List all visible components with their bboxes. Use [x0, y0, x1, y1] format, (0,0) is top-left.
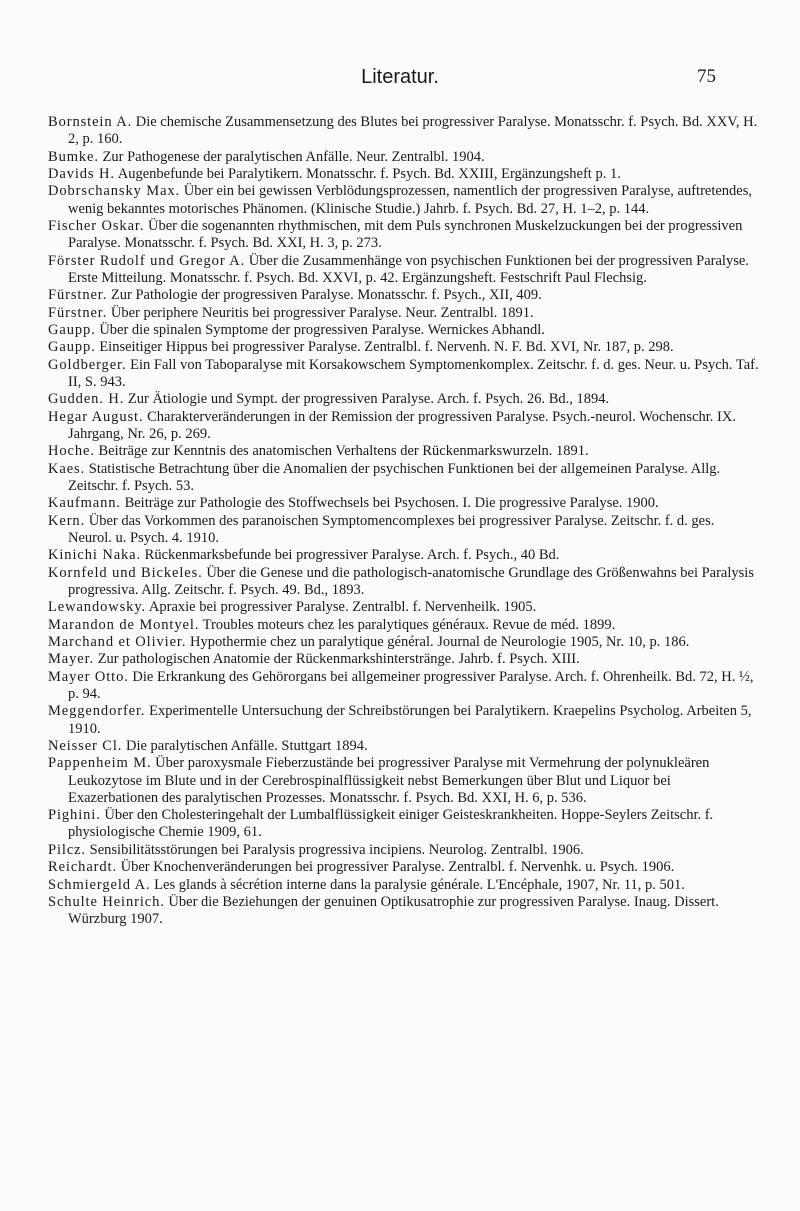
- reference-entry: [48, 495, 760, 512]
- reference-author: Marchand et Olivier.: [48, 634, 187, 651]
- reference-entry: [48, 807, 760, 841]
- reference-author: Reichardt.: [48, 859, 117, 876]
- reference-text: Zur Pathologie der progressiven Paralyse. Monatsschr. f. Psych., XII, 409.: [110, 287, 542, 304]
- reference-entry: [48, 703, 760, 737]
- reference-text: Über die Zusammenhänge von psychischen Funktionen bei der progressiven Paralyse. Erste Mitteilung. Monatsschr. f. Psych. Bd. XXVI, p. 42. Ergänzungsheft. Festschrift Paul Flechsig.: [68, 252, 749, 286]
- reference-entry: [48, 599, 760, 616]
- reference-text: Die chemische Zusammensetzung des Blutes bei progressiver Paralyse. Monatsschr. f. Psych. Bd. XXV, H. 2, p. 160.: [68, 114, 758, 148]
- reference-entry: [48, 391, 760, 408]
- reference-entry: [48, 461, 760, 495]
- reference-entry: [48, 651, 760, 668]
- reference-text: Über paroxysmale Fieberzustände bei progressiver Paralyse mit Vermehrung der polynukleären Leukozytose im Blute und in der Cerebrospinalflüssigkeit nebst Bemerkungen über Blut und Liquor bei Exazerbationen des paralytischen Prozesses. Monatsschr. f. Psych. Bd. XXI, H. 6, p. 536.: [68, 755, 710, 806]
- reference-author: Gaupp.: [48, 321, 96, 338]
- reference-text: Zur Pathogenese der paralytischen Anfälle. Neur. Zentralbl. 1904.: [102, 148, 485, 165]
- reference-entry: [48, 513, 760, 547]
- reference-text: Augenbefunde bei Paralytikern. Monatsschr. f. Psych. Bd. XXIII, Ergänzungsheft p. 1.: [117, 165, 621, 182]
- page-header: [0, 66, 800, 94]
- reference-text: Rückenmarksbefunde bei progressiver Paralyse. Arch. f. Psych., 40 Bd.: [144, 547, 560, 564]
- reference-author: Neisser Cl.: [48, 738, 123, 754]
- reference-entry: [48, 114, 760, 148]
- reference-text: Über die sogenannten rhythmischen, mit dem Puls synchronen Muskelzuckungen bei der progressiven Paralyse. Monatsschr. f. Psych. Bd. XXI, H. 3, p. 273.: [68, 217, 743, 252]
- reference-text: Experimentelle Untersuchung der Schreibstörungen bei Paralytikern. Kraepelins Psycholog. Arbeiten 5, 1910.: [68, 703, 752, 737]
- reference-author: Hegar August.: [48, 408, 144, 425]
- reference-text: Über die Beziehungen der genuinen Optikusatrophie zur progressiven Paralyse. Inaug. Dissert. Würzburg 1907.: [68, 893, 719, 928]
- reference-author: Pilcz.: [48, 841, 87, 858]
- reference-text: Apraxie bei progressiver Paralyse. Zentralbl. f. Nervenheilk. 1905.: [148, 599, 537, 616]
- reference-author: Fischer Oskar.: [48, 217, 145, 234]
- reference-entry: [48, 634, 760, 651]
- reference-author: Davids H.: [48, 165, 115, 182]
- reference-author: Mayer.: [48, 651, 95, 668]
- reference-entry: [48, 183, 760, 217]
- reference-entry: [48, 149, 760, 166]
- reference-author: Hoche.: [48, 443, 95, 460]
- reference-entry: [48, 322, 760, 339]
- reference-author: Pighini.: [48, 807, 101, 824]
- reference-entry: [48, 547, 760, 564]
- reference-entry: [48, 166, 760, 183]
- reference-text: Über Knochenveränderungen bei progressiver Paralyse. Zentralbl. f. Nervenhk. u. Psych. 1906.: [120, 859, 675, 876]
- reference-text: Über die Genese und die pathologisch-anatomische Grundlage des Größenwahns bei Paralysis progressiva. Allg. Zeitschr. f. Psych. 49. Bd., 1893.: [68, 564, 754, 598]
- reference-author: Kern.: [48, 512, 86, 529]
- reference-entry: [48, 738, 760, 755]
- reference-text: Über die spinalen Symptome der progressiven Paralyse. Wernickes Abhandl.: [99, 321, 545, 338]
- reference-author: Meggendorfer.: [48, 703, 146, 720]
- reference-entry: [48, 877, 760, 894]
- reference-author: Marandon de Montyel.: [48, 616, 200, 633]
- reference-author: Fürstner.: [48, 304, 108, 321]
- reference-entry: [48, 339, 760, 356]
- reference-author: Gaupp.: [48, 339, 96, 356]
- reference-entry: [48, 617, 760, 634]
- reference-entry: [48, 409, 760, 443]
- reference-text: Über periphere Neuritis bei progressiver Paralyse. Neur. Zentralbl. 1891.: [110, 304, 534, 321]
- reference-text: Die Erkrankung des Gehörorgans bei allgemeiner progressiver Paralyse. Arch. f. Ohrenheilk. Bd. 72, H. ½, p. 94.: [68, 668, 754, 703]
- reference-author: Pappenheim M.: [48, 755, 152, 772]
- reference-text: Troubles moteurs chez les paralytiques généraux. Revue de méd. 1899.: [202, 616, 616, 633]
- reference-entry: [48, 755, 760, 807]
- reference-entry: [48, 305, 760, 322]
- reference-text: Les glands à sécrétion interne dans la paralysie générale. L'Encéphale, 1907, Nr. 11, p. 501.: [154, 876, 685, 893]
- reference-entry: [48, 443, 760, 460]
- reference-author: Schulte Heinrich.: [48, 893, 165, 910]
- reference-author: Bornstein A.: [48, 114, 133, 130]
- reference-author: Bumke.: [48, 148, 99, 165]
- reference-author: Kaes.: [48, 460, 86, 477]
- reference-text: Über ein bei gewissen Verblödungsprozessen, namentlich der progressiven Paralyse, auftretendes, wenig bekanntes motorisches Phänomen. (Klinische Studie.) Jahrb. f. Psych. Bd. 27, H. 1–2, p. 144.: [68, 183, 753, 217]
- reference-text: Einseitiger Hippus bei progressiver Paralyse. Zentralbl. f. Nervenh. N. F. Bd. XVI, Nr. 187, p. 298.: [99, 339, 674, 356]
- reference-entry: [48, 842, 760, 859]
- reference-author: Mayer Otto.: [48, 668, 129, 685]
- reference-text: Sensibilitätsstörungen bei Paralysis progressiva incipiens. Neurolog. Zentralbl. 1906.: [89, 841, 584, 858]
- running-title: Literatur.: [361, 66, 439, 88]
- reference-entry: [48, 287, 760, 304]
- reference-text: Über den Cholesteringehalt der Lumbalflüssigkeit einiger Geisteskrankheiten. Hoppe-Seylers Zeitschr. f. physiologische Chemie 1909, 61.: [68, 807, 714, 841]
- reference-text: Ein Fall von Taboparalyse mit Korsakowschem Symptomenkomplex. Zeitschr. f. d. ges. Neur. u. Psych. Taf. II, S. 943.: [68, 356, 759, 390]
- reference-author: Goldberger.: [48, 356, 127, 373]
- reference-author: Förster Rudolf und Gregor A.: [48, 252, 246, 269]
- reference-text: Zur Ätiologie und Sympt. der progressiven Paralyse. Arch. f. Psych. 26. Bd., 1894.: [127, 391, 610, 408]
- reference-author: Kinichi Naka.: [48, 547, 142, 564]
- reference-entry: [48, 357, 760, 391]
- reference-text: Zur pathologischen Anatomie der Rückenmarkshinterstränge. Jahrb. f. Psych. XIII.: [97, 651, 580, 668]
- reference-text: Über das Vorkommen des paranoischen Symptomencomplexes bei progressiver Paralyse. Zeitschr. f. d. ges. Neurol. u. Psych. 4. 1910.: [68, 512, 715, 546]
- reference-entry: [48, 253, 760, 287]
- reference-text: Beiträge zur Pathologie des Stoffwechsels bei Psychosen. I. Die progressive Paralyse. 1900.: [124, 495, 659, 512]
- reference-list: [48, 114, 760, 929]
- reference-author: Kaufmann.: [48, 495, 121, 512]
- reference-text: Die paralytischen Anfälle. Stuttgart 1894.: [125, 738, 368, 754]
- reference-author: Gudden. H.: [48, 391, 125, 408]
- reference-entry: [48, 218, 760, 252]
- reference-text: Statistische Betrachtung über die Anomalien der psychischen Funktionen bei der allgemeinen Paralyse. Allg. Zeitschr. f. Psych. 53.: [68, 460, 721, 494]
- reference-entry: [48, 859, 760, 876]
- reference-text: Charakterveränderungen in der Remission der progressiven Paralyse. Psych.-neurol. Wochenschr. IX. Jahrgang, Nr. 26, p. 269.: [68, 408, 736, 442]
- reference-text: Hypothermie chez un paralytique général. Journal de Neurologie 1905, Nr. 10, p. 186.: [190, 634, 690, 651]
- reference-author: Kornfeld und Bickeles.: [48, 564, 203, 581]
- page-number: 75: [697, 66, 716, 87]
- reference-text: Beiträge zur Kenntnis des anatomischen Verhaltens der Rückenmarkswurzeln. 1891.: [98, 443, 589, 460]
- reference-author: Dobrschansky Max.: [48, 183, 181, 200]
- reference-author: Lewandowsky.: [48, 599, 147, 616]
- reference-author: Fürstner.: [48, 287, 108, 304]
- reference-entry: [48, 894, 760, 928]
- reference-entry: [48, 565, 760, 599]
- reference-entry: [48, 669, 760, 703]
- reference-author: Schmiergeld A.: [48, 876, 151, 893]
